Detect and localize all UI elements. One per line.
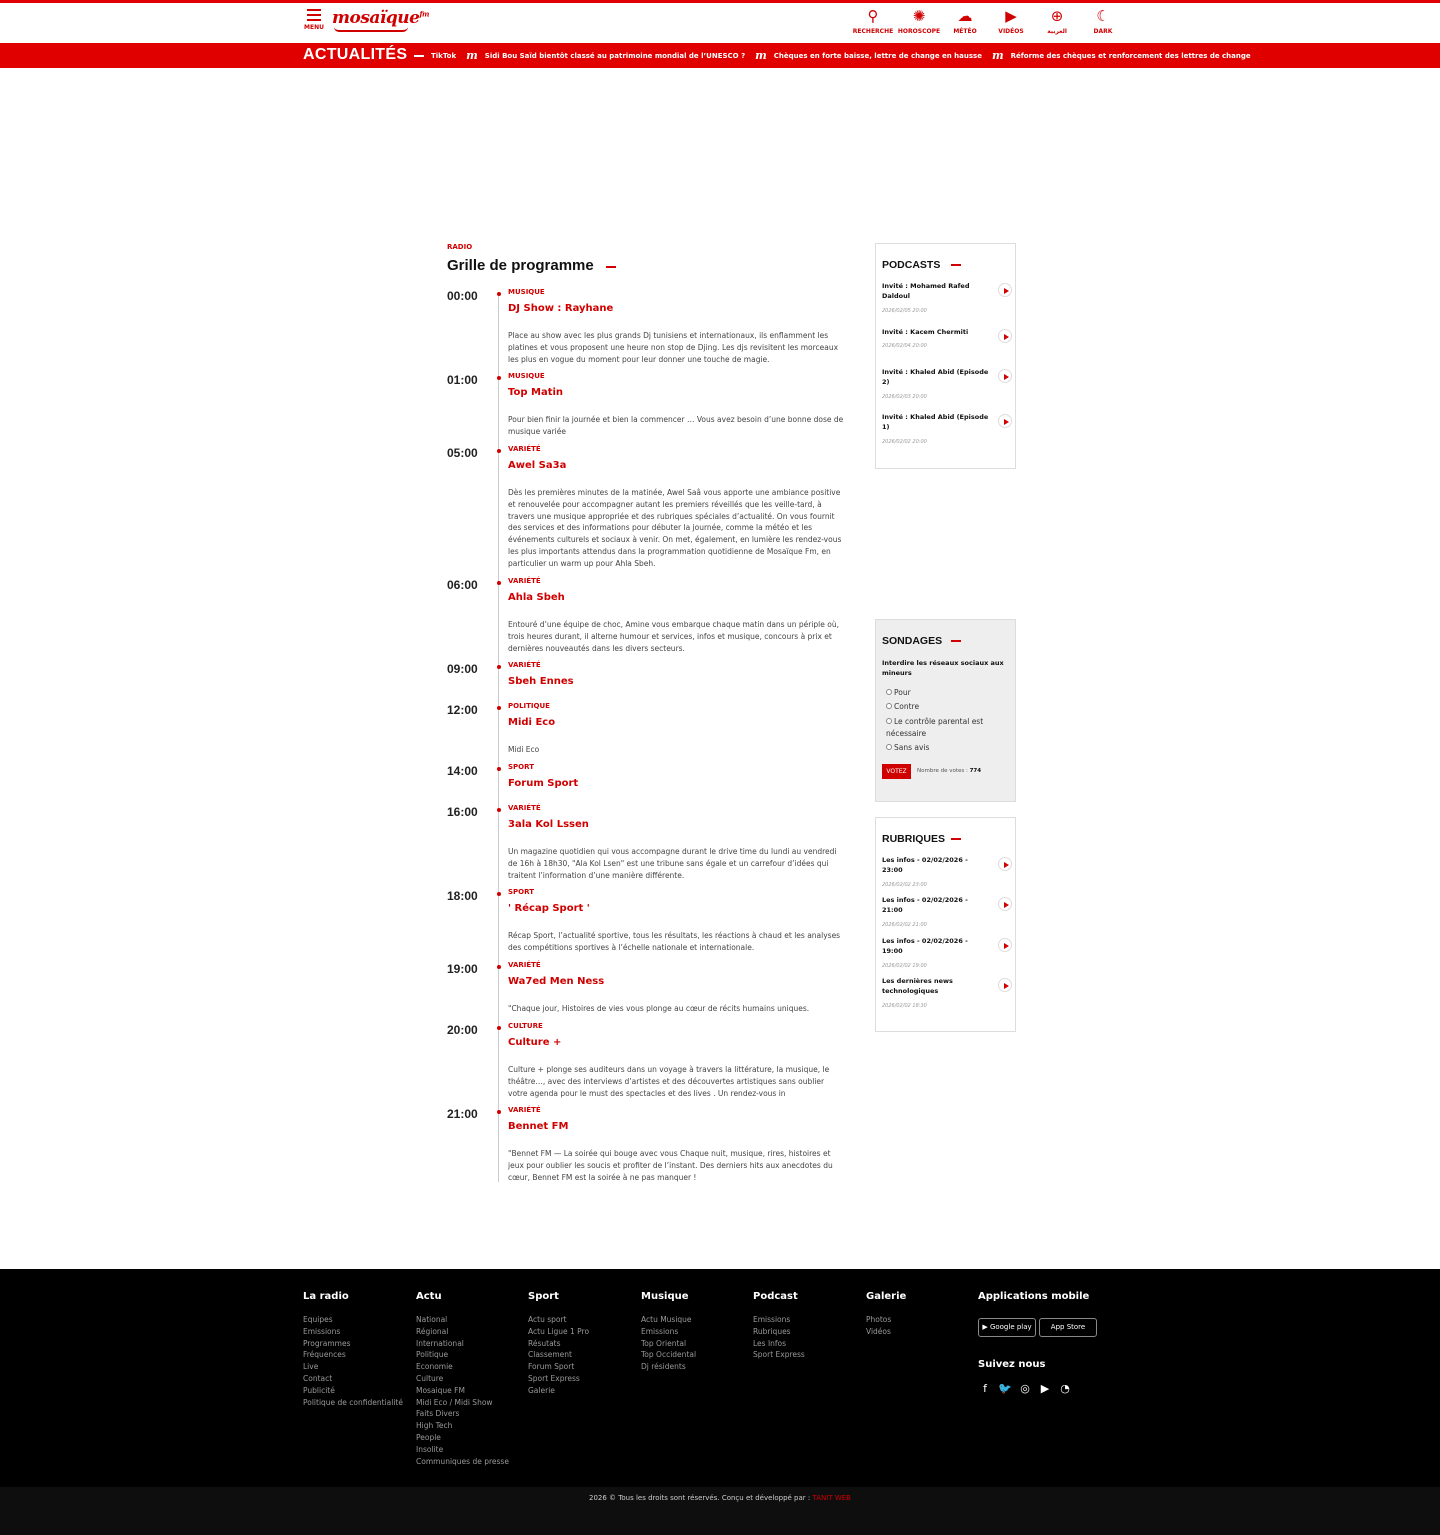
timeline-dot <box>497 1026 501 1030</box>
poll-question: Interdire les réseaux sociaux aux mineurs <box>882 659 1004 677</box>
item-title: Invité : Khaled Abid (Episode 2) <box>882 368 989 387</box>
rss-icon[interactable]: ◔ <box>1060 1382 1070 1395</box>
program-name[interactable]: Awel Sa3a <box>508 460 567 471</box>
footer-link[interactable]: Contact <box>303 1373 333 1383</box>
play-icon[interactable] <box>998 978 1012 992</box>
program-description: Culture + plonge ses auditeurs dans un voyage à travers la littérature, la musique, le théâtre…, avec des interviews d’artistes et des découvertes artistiques sans oublier votre agenda pour le must des spectacles et des lives . Un rendez-vous in <box>508 1065 830 1098</box>
program-category: VARIÉTÉ <box>508 1106 541 1114</box>
footer-link[interactable]: Mosaique FM <box>416 1385 465 1395</box>
item-title: Les dernières news technologiques <box>882 977 953 996</box>
rubriques-title: RUBRIQUES <box>882 833 946 845</box>
program-name[interactable]: Wa7ed Men Ness <box>508 976 605 987</box>
twitter-icon[interactable]: 🐦 <box>998 1382 1012 1395</box>
youtube-icon[interactable]: ▶ <box>1040 1382 1050 1395</box>
header-weather-button[interactable] <box>942 7 988 35</box>
title-dash <box>951 838 961 840</box>
footer-link[interactable]: Politique <box>416 1350 449 1360</box>
item-date: 2026/02/02 21:00 <box>882 921 927 928</box>
item-date: 2026/02/05 20:00 <box>882 307 927 314</box>
footer-link[interactable]: Rubriques <box>753 1326 791 1336</box>
footer-link[interactable]: Faits Divers <box>416 1409 460 1419</box>
item-title: Invité : Kacem Chermiti <box>882 328 969 336</box>
footer-link[interactable]: Emissions <box>303 1326 341 1336</box>
globe-icon: ⊕ <box>1050 7 1064 25</box>
podcasts-title: PODCASTS <box>882 259 941 271</box>
program-description: Récap Sport, l’actualité sportive, tous les résultats, les réactions à chaud et les analyses des compétitions sportives à l’échelle nationale et internationale. <box>508 931 841 952</box>
play-icon[interactable] <box>998 938 1012 952</box>
timeline-dot <box>497 1110 501 1114</box>
footer-link[interactable]: Dj résidents <box>641 1362 686 1372</box>
program-description: Midi Eco <box>508 745 540 754</box>
header-actions <box>850 7 1126 35</box>
footer-column <box>416 1291 509 1467</box>
program-category: MUSIQUE <box>508 372 545 380</box>
footer-link[interactable]: Top Occidental <box>641 1350 697 1360</box>
program-category: VARIÉTÉ <box>508 445 541 453</box>
program-category: VARIÉTÉ <box>508 804 541 812</box>
timeline-line <box>498 292 499 1182</box>
video-icon: ▶ <box>1005 7 1017 25</box>
hamburger-icon <box>307 9 321 21</box>
vote-count: Nombre de votes : 774 <box>917 768 982 774</box>
program-time: 01:00 <box>447 373 478 387</box>
program-name[interactable]: Sbeh Ennes <box>508 676 574 687</box>
title-dash <box>951 264 961 266</box>
header-search-button[interactable] <box>850 7 896 35</box>
program-category: POLITIQUE <box>508 702 550 710</box>
footer-link[interactable]: Classement <box>528 1350 572 1360</box>
footer-link[interactable]: Actu sport <box>528 1315 567 1324</box>
mosaique-mark-icon: m <box>991 49 1004 62</box>
footer-link[interactable]: Insolite <box>416 1444 444 1454</box>
footer-column <box>528 1291 589 1397</box>
poll-option[interactable]: Contre <box>886 701 1010 713</box>
program-name[interactable]: Top Matin <box>508 387 564 398</box>
menu-label: MENU <box>304 24 324 31</box>
poll-option[interactable]: Pour <box>886 687 1010 699</box>
footer-link[interactable]: Emissions <box>641 1326 679 1336</box>
play-icon[interactable] <box>998 283 1012 297</box>
ticker-track <box>431 43 1251 68</box>
program-description: Un magazine quotidien qui vous accompagne durant le drive time du lundi au vendredi de 16h à 18h30, "Ala Kol Lsen" est une tribune sans égale et un carrefour d’idées qui traitent l’information d’une manière différente. <box>508 847 837 880</box>
footer-column-title: Podcast <box>753 1291 798 1302</box>
footer-link[interactable]: Sport Express <box>753 1350 805 1360</box>
header-globe-button[interactable] <box>1034 7 1080 35</box>
timeline-dot <box>497 767 501 771</box>
program-description: Place au show avec les plus grands Dj tunisiens et internationaux, ils enflamment les platines et vous proposent une heure non stop de Djing. Les djs revisitent les morceaux les plus en vogue du moment pour leur donner une touche de magie. <box>508 331 839 364</box>
footer-link[interactable]: Live <box>303 1362 319 1372</box>
program-name[interactable]: Culture + <box>508 1037 562 1048</box>
header-action-label: RECHERCHE <box>852 28 894 35</box>
play-icon[interactable] <box>998 329 1012 343</box>
title-dash <box>606 266 616 268</box>
program-category: VARIÉTÉ <box>508 961 541 969</box>
footer-column-title: Actu <box>416 1291 442 1302</box>
follow-title: Suivez nous <box>978 1359 1046 1370</box>
play-icon[interactable] <box>998 369 1012 383</box>
mosaique-mark-icon: m <box>755 49 767 62</box>
rubrique-item[interactable] <box>882 895 1012 928</box>
moon-icon: ☾ <box>1096 7 1110 25</box>
program-time: 06:00 <box>447 578 478 592</box>
footer-column-title: Sport <box>528 1291 559 1302</box>
site-logo[interactable]: mosaïque$^{fm}$ <box>332 8 429 28</box>
footer-link[interactable]: Fréquences <box>303 1350 346 1360</box>
timeline-dot <box>497 965 501 969</box>
item-title: Invité : Mohamed Rafed Daldoul <box>882 282 970 301</box>
program-time: 14:00 <box>447 764 478 778</box>
header-action-label: HOROSCOPE <box>897 28 941 35</box>
program-time: 05:00 <box>447 446 478 460</box>
footer-column <box>303 1291 403 1408</box>
timeline-dot <box>497 449 501 453</box>
podcast-item[interactable] <box>882 327 1012 349</box>
timeline-dot <box>497 581 501 585</box>
program-name[interactable]: ' Récap Sport ' <box>508 903 590 914</box>
horoscope-icon: ✺ <box>912 7 926 25</box>
header-action-label: DARK <box>1093 28 1113 35</box>
footer-link[interactable]: Publicité <box>303 1385 335 1395</box>
header-action-label: العربية <box>1047 28 1067 35</box>
program-time: 21:00 <box>447 1107 478 1121</box>
program-category: VARIÉTÉ <box>508 661 541 669</box>
program-description: Entouré d’une équipe de choc, Amine vous embarque chaque matin dans un périple où, trois heures durant, il alterne humour et services, infos et musique, concours à prix et dernières nouveautés dans les divers secteurs. <box>508 620 839 653</box>
poll-option[interactable]: Le contrôle parental est nécessaire <box>886 717 984 738</box>
header-horoscope-button[interactable] <box>896 7 942 35</box>
program-time: 00:00 <box>447 289 478 303</box>
program-name[interactable]: DJ Show : Rayhane <box>508 303 614 314</box>
item-title: Invité : Khaled Abid (Episode 1) <box>882 413 989 432</box>
developer-link[interactable]: TANIT WEB <box>812 1494 851 1502</box>
footer-link[interactable]: Régional <box>416 1326 449 1336</box>
play-icon[interactable] <box>998 897 1012 911</box>
ticker-item[interactable] <box>466 43 745 69</box>
footer-link[interactable]: National <box>416 1315 448 1324</box>
podcasts-box <box>875 243 1016 469</box>
footer-link[interactable]: Economie <box>416 1362 453 1372</box>
footer-link[interactable]: Culture <box>416 1373 444 1383</box>
program-name[interactable]: Ahla Sbeh <box>508 592 565 603</box>
google-play-button[interactable]: ▶ Google play <box>978 1318 1036 1337</box>
footer-link[interactable]: Vidéos <box>866 1326 891 1336</box>
news-ticker <box>0 43 1440 68</box>
play-icon[interactable] <box>998 857 1012 871</box>
program-description: Pour bien finir la journée et bien la commencer … Vous avez besoin d’une bonne dose de musique variée <box>508 415 844 436</box>
program-description: "Chaque jour, Histoires de vies vous plonge au cœur de récits humains uniques. <box>508 1004 810 1013</box>
program-name[interactable]: 3ala Kol Lssen <box>508 819 589 830</box>
program-category: MUSIQUE <box>508 288 545 296</box>
footer-link[interactable]: Communiques de presse <box>416 1456 509 1466</box>
program-name[interactable]: Bennet FM <box>508 1121 569 1132</box>
timeline-dot <box>497 665 501 669</box>
program-category: CULTURE <box>508 1022 543 1030</box>
play-icon[interactable] <box>998 414 1012 428</box>
site-header <box>0 3 1440 40</box>
instagram-icon[interactable]: ◎ <box>1020 1382 1030 1395</box>
footer-link[interactable]: Résutats <box>528 1338 561 1348</box>
footer-apps <box>978 1291 1100 1396</box>
radio-icon[interactable] <box>886 689 892 695</box>
footer-link[interactable]: Midi Eco / Midi Show <box>416 1397 493 1407</box>
timeline-dot <box>497 808 501 812</box>
rubrique-item[interactable] <box>882 936 1012 969</box>
ticker-item[interactable] <box>755 43 982 69</box>
footer-link[interactable]: Sport Express <box>528 1373 580 1383</box>
copyright-text: 2026 © Tous les droits sont réservés. Conçu et développé par : <box>589 1494 811 1502</box>
weather-icon: ☁ <box>957 7 973 25</box>
program-description: Dès les premières minutes de la matinée, Awel Saâ vous apporte une ambiance positive et renouvelée pour accompagner autant les premiers réveillés que les veille-tard, à travers une musique appropriée et des rubriques spéciales d’actualité. On vous fournit des services et des informations pour débuter la journée, comme la météo et les événements culturels et sociaux à venir. On met, également, en lumière les rendez-vous les plus importants attendus dans la programmation quotidienne de Mosaïque Fm, en particulier un warm up pour Ahla Sbeh. <box>508 488 842 568</box>
footer-column <box>866 1291 906 1338</box>
ticker-text: Chèques en forte baisse, lettre de change en hausse <box>773 52 982 60</box>
poll-option[interactable]: Sans avis <box>886 742 1010 754</box>
mosaique-mark-icon: m <box>466 49 478 62</box>
footer-link[interactable]: People <box>416 1432 441 1442</box>
footer-column-title: La radio <box>303 1291 349 1302</box>
footer-link[interactable]: Politique de confidentialité <box>303 1397 403 1407</box>
footer-link[interactable]: High Tech <box>416 1421 453 1431</box>
header-video-button[interactable] <box>988 7 1034 35</box>
ticker-text: Réforme des chèques et renforcement des lettres de change <box>1010 52 1251 60</box>
program-time: 09:00 <box>447 662 478 676</box>
ticker-item[interactable] <box>992 43 1251 69</box>
footer-link[interactable]: Equipes <box>303 1315 333 1324</box>
podcast-item[interactable] <box>882 281 1012 314</box>
item-date: 2026/02/04 20:00 <box>882 343 927 350</box>
logo-swoosh <box>334 27 408 32</box>
menu-button[interactable] <box>303 9 325 31</box>
poll-title: SONDAGES <box>882 635 943 647</box>
footer-link[interactable]: Les Infos <box>753 1338 787 1348</box>
footer-link[interactable]: Programmes <box>303 1338 351 1348</box>
item-title: Les infos - 02/02/2026 - 21:00 <box>882 896 968 915</box>
title-dash <box>951 640 961 642</box>
facebook-icon[interactable]: f <box>983 1382 987 1395</box>
footer-link[interactable]: Top Oriental <box>641 1338 687 1348</box>
timeline-dot <box>497 376 501 380</box>
timeline-dot <box>497 892 501 896</box>
copyright-bar <box>0 1487 1440 1535</box>
footer-link[interactable]: Galerie <box>528 1385 555 1395</box>
ticker-text: Sidi Bou Saïd bientôt classé au patrimoine mondial de l’UNESCO ? <box>484 52 746 60</box>
item-date: 2026/02/02 20:00 <box>882 438 927 445</box>
program-time: 19:00 <box>447 962 478 976</box>
footer-link[interactable]: Emissions <box>753 1315 791 1324</box>
program-category: VARIÉTÉ <box>508 577 541 585</box>
rubriques-box <box>875 817 1016 1032</box>
item-date: 2026/02/02 19:00 <box>882 962 927 969</box>
item-title: Les infos - 02/02/2026 - 19:00 <box>882 937 968 956</box>
social-links <box>978 1382 1100 1396</box>
program-description: "Bennet FM — La soirée qui bouge avec vous Chaque nuit, musique, rires, histoires et jeux pour oublier les soucis et profiter de l’instant. Des derniers hits aux anecdotes du cœur, Bennet FM est la soirée à ne pas manquer ! <box>508 1149 833 1182</box>
page-title: Grille de programme <box>447 257 594 274</box>
footer-link[interactable]: Photos <box>866 1315 892 1324</box>
program-time: 20:00 <box>447 1023 478 1037</box>
ticker-item[interactable]: TikTok <box>431 52 457 60</box>
app-store-button[interactable]: App Store <box>1039 1318 1097 1337</box>
program-category: SPORT <box>508 763 534 771</box>
section-kicker: RADIO <box>447 243 473 251</box>
ticker-dash <box>414 55 424 57</box>
header-action-label: VIDÉOS <box>998 28 1024 35</box>
footer-column-title: Musique <box>641 1291 689 1302</box>
radio-icon[interactable] <box>886 744 892 750</box>
vote-button[interactable]: VOTEZ <box>882 764 911 779</box>
radio-icon[interactable] <box>886 718 892 724</box>
program-time: 16:00 <box>447 805 478 819</box>
page-heading <box>447 243 847 274</box>
program-name[interactable]: Midi Eco <box>508 717 556 728</box>
footer-link[interactable]: Forum Sport <box>528 1362 575 1372</box>
poll-box <box>875 619 1016 802</box>
program-name[interactable]: Forum Sport <box>508 778 579 789</box>
footer-column-title: Galerie <box>866 1291 907 1302</box>
rubrique-item[interactable] <box>882 976 1012 1009</box>
footer-link[interactable]: Actu Ligue 1 Pro <box>528 1326 590 1336</box>
ticker-title: ACTUALITÉS <box>303 46 408 63</box>
header-action-label: MÉTÉO <box>953 28 977 35</box>
footer-link[interactable]: Actu Musique <box>641 1315 692 1324</box>
item-date: 2026/02/03 20:00 <box>882 393 927 400</box>
footer-link[interactable]: International <box>416 1338 464 1348</box>
item-date: 2026/02/02 23:00 <box>882 881 927 888</box>
rubrique-item[interactable] <box>882 855 1012 888</box>
header-moon-button[interactable] <box>1080 7 1126 35</box>
program-time: 18:00 <box>447 889 478 903</box>
timeline-dot <box>497 292 501 296</box>
podcast-item[interactable] <box>882 412 1012 445</box>
footer-column <box>753 1291 805 1361</box>
footer-column <box>641 1291 696 1373</box>
radio-icon[interactable] <box>886 703 892 709</box>
search-icon: ⚲ <box>867 7 879 25</box>
program-time: 12:00 <box>447 703 478 717</box>
site-footer <box>0 1269 1440 1487</box>
item-title: Les infos - 02/02/2026 - 23:00 <box>882 856 968 875</box>
timeline-dot <box>497 706 501 710</box>
podcast-item[interactable] <box>882 367 1012 400</box>
item-date: 2026/02/02 18:30 <box>882 1002 927 1009</box>
apps-title: Applications mobile <box>978 1291 1090 1302</box>
program-category: SPORT <box>508 888 534 896</box>
